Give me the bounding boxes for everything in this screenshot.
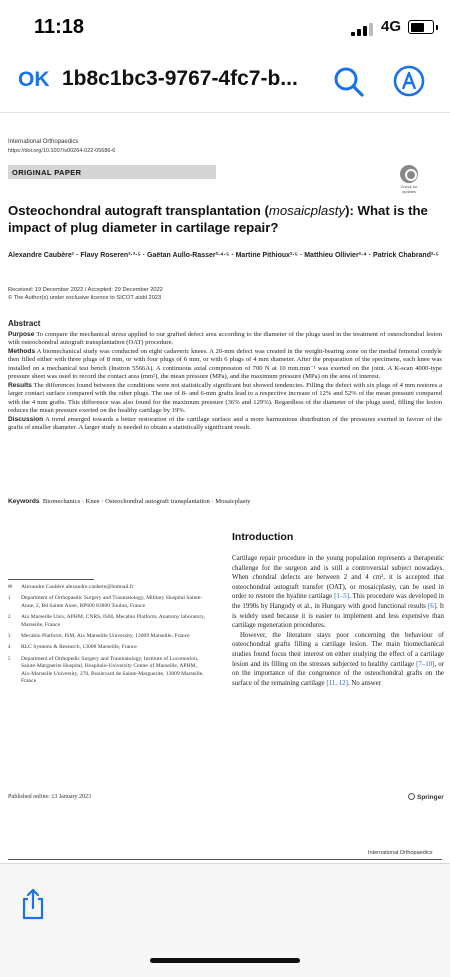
footnote-item: 4 RLC Systems & Research, 13008 Marseille, France xyxy=(8,644,137,651)
author-list: Alexandre Caubère¹ · Flavy Roseren²·³·⁵ · Gaëtan Aullo-Rasser²·⁴·⁵ · Martine Pithioux²·⁵ · Matthieu Ollivier²·⁴ · Patrick Chabrand²·⁵ xyxy=(8,252,439,259)
footnote-divider xyxy=(8,579,94,580)
done-button[interactable]: OK xyxy=(18,68,50,91)
status-bar xyxy=(0,0,450,50)
nav-bar xyxy=(0,50,450,113)
footnote-item: 3 Mecabio Platform, ISM, Aix Marseille University, 13009 Marseille, France xyxy=(8,633,190,640)
search-icon[interactable] xyxy=(332,65,366,99)
keywords: Keywords Biomechanics · Knee · Osteochondral autograft transplantation · Mosaicplasty xyxy=(8,498,251,505)
footnote-item: 1 Department of Orthopaedic Surgery and Traumatology, Military Hospital Sainte-Anne, 2, Bd Sainte Anne, BP600 83800 Toulon, France xyxy=(8,595,203,609)
citation-link[interactable]: [1–5] xyxy=(334,593,350,601)
publisher-logo: Springer xyxy=(408,793,444,801)
introduction-text: Cartilage repair procedure in the young population represents a therapeutic challenge for the surgeon and is still a controversial subject nowadays. When chondral defects are between 2 and 4 cm², it is accepted that osteochondral autograft transfer (OAT), or mosaicplasty, can be used in order to restore the hyaline cartilage [1–5]. This procedure was developed in the 1990s by Hangody et al., in Hungary with good functional results [6]. It is widely used because it is easier to implement and less expensive than cartilage regeneration procedures. However, the literature stays poor concerning the behaviour of osteochondral grafts filling a cartilage lesion. The main biomechanical studies found focus their interest on either studying the effect of a cartilage lesion and its filling on the stresses subjected to healthy cartilage [7–10], or on the importance of the congruence of the osteochondral grafts on the surface of the remaining cartilage [11, 12]. No answer xyxy=(232,555,445,687)
abstract-heading: Abstract xyxy=(8,319,41,328)
affiliations xyxy=(8,584,208,689)
publication-dates: Received: 19 December 2022 / Accepted: 29 December 2022 © The Author(s) under exclusive licence to SICOT aisbl 2023 xyxy=(8,287,163,302)
network-type: 4G xyxy=(381,18,402,35)
citation-link[interactable]: [6] xyxy=(428,602,437,610)
check-for-updates-badge[interactable]: Check for updates xyxy=(393,165,425,195)
section-banner: ORIGINAL PAPER xyxy=(8,165,216,179)
check-updates-icon xyxy=(400,165,418,183)
running-header: International Orthopaedics xyxy=(368,850,433,856)
doi-link[interactable]: https://doi.org/10.1007/s00264-022-05686-6 xyxy=(8,148,116,154)
footnote-item: 5 Department of Orthopedic Surgery and Traumatology, Institute of Locomotion, Sainte-Marguerite Hospital, Hospitalo-University Center of Marseille, APHM, Aix-Marseille University, 270, Boulevard de Sainte-Marguerite, 13009 Marseille, France xyxy=(8,655,204,685)
home-indicator[interactable] xyxy=(150,958,300,963)
published-online: Published online: 13 January 2023 xyxy=(8,794,91,800)
footnote-item: 2 Aix Marseille Univ, APHM, CNRS, ISM, Mecabio Platform, Anatomy laboratory, Marseille, France xyxy=(8,614,206,628)
citation-link[interactable]: [11, 12] xyxy=(326,679,348,687)
document-title: 1b8c1bc3-9767-4fc7-b... xyxy=(62,67,298,90)
pdf-page[interactable] xyxy=(0,113,450,856)
header-rule xyxy=(8,859,442,860)
footnote-item: ✉ Alexandre Caubère alexandre.caubere@hotmail.fr xyxy=(8,584,134,590)
cellular-signal-icon xyxy=(351,22,377,36)
markup-icon[interactable] xyxy=(392,64,426,98)
journal-name: International Orthopaedics xyxy=(8,139,79,145)
paper-title: Osteochondral autograft transplantation (mosaicplasty): What is the impact of plug diameter in cartilage repair? xyxy=(8,203,428,235)
status-time: 11:18 xyxy=(34,16,85,38)
springer-horse-icon xyxy=(408,793,415,800)
share-icon[interactable] xyxy=(20,888,46,920)
abstract: Abstract Purpose To compare the mechanical stress applied to our grafted defect area according to the diameter of the plugs used in the treatment of osteochondral lesion with osteochondral autograft transplantation (OAT) procedure. Methods A biomechanical study was conducted on eight cadaveric knees. A 20-mm defect was created in the weight-bearing zone on the medial femoral condyle then filled either with three plugs of 8 mm, or with four plugs of 6 mm, or with 6 plugs of 4 mm diameter. After the preparation of the specimens, each knee was installed on a mechanical test bench (Instron 5566A). A continuous axial compression of 700 N at 10 mm.min⁻¹ was exerted on the joint. A K-scan 4000-type pressure sheet was used to record the contact area (mm²), the mean pressure (MPa), and the maximum pressure (MPa) on the area of interest. Results The differences found between the conditions were not statistically significant but showed tendencies. Filling the defect with six plugs of 4 mm restores a larger contact surface compared with the other plugs. The use of 8- and 6-mm grafts lead to a respective increase of 12% and 52% of the mean pressure compared with the 4 mm grafts. This difference was also found for the maximum pressure (36% and 129%). Regardless of the diameter of the plugs used, filling the lesion reduces the mean pressure exerted on the healthy cartilage by 19%. Discussion A trend emerged towards a better restoration of the cartilage surface and a more harmonious distribution of the pressures exerted in favour of the grafts of smaller diameter. A larger study is needed to obtain a statistically significant result. xyxy=(8,319,442,431)
introduction-heading: Introduction xyxy=(232,531,294,543)
citation-link[interactable]: [7–10] xyxy=(416,660,435,668)
battery-icon xyxy=(408,20,434,34)
